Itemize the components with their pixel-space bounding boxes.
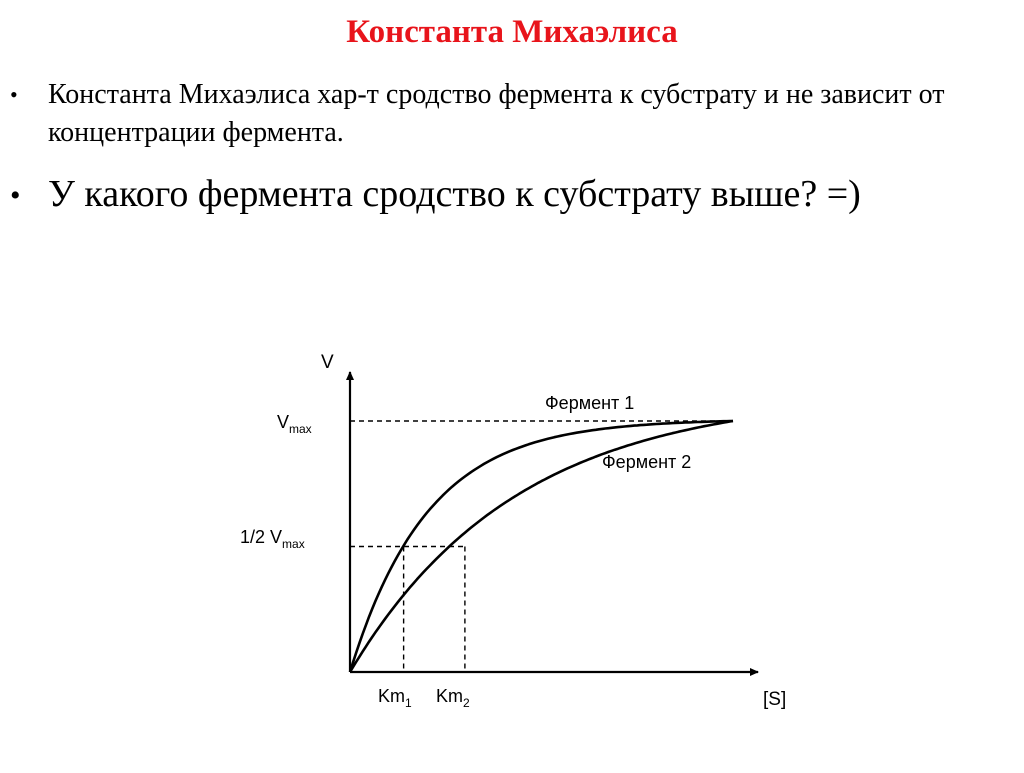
bullet-1-text: Константа Михаэлиса хар-т сродство фермента к субстрату и не зависит от концентрации фермента. — [48, 79, 945, 148]
y-axis-label: V — [321, 352, 334, 373]
bullet-2-text: У какого фермента сродство к субстрату выше? =) — [48, 173, 861, 215]
x-tick-km1 — [378, 686, 412, 710]
y-tick-vmax — [277, 412, 312, 436]
axes — [350, 372, 758, 672]
x-tick-km1-sub: 1 — [405, 696, 412, 710]
y-tick-vmax-main: V — [277, 412, 290, 432]
x-tick-km2-sub: 2 — [463, 696, 470, 710]
bullet-2-marker: • — [10, 179, 21, 212]
x-tick-km1-main: Km — [378, 686, 405, 706]
x-tick-km2 — [436, 686, 470, 710]
series-label-enzyme-1: Фермент 1 — [545, 393, 635, 413]
series-label-enzyme-2: Фермент 2 — [602, 452, 692, 472]
y-tick-vmax-sub: max — [289, 422, 312, 436]
y-tick-half-vmax-main: 1/2 V — [240, 527, 283, 547]
x-tick-km2-main: Km — [436, 686, 463, 706]
slide-title: Константа Михаэлиса — [346, 14, 678, 50]
y-tick-half-vmax-sub: max — [282, 537, 305, 551]
y-tick-half-vmax — [240, 527, 305, 551]
x-axis-label: [S] — [763, 689, 787, 710]
chart-labels — [240, 352, 786, 710]
bullet-1-marker: • — [10, 82, 18, 107]
